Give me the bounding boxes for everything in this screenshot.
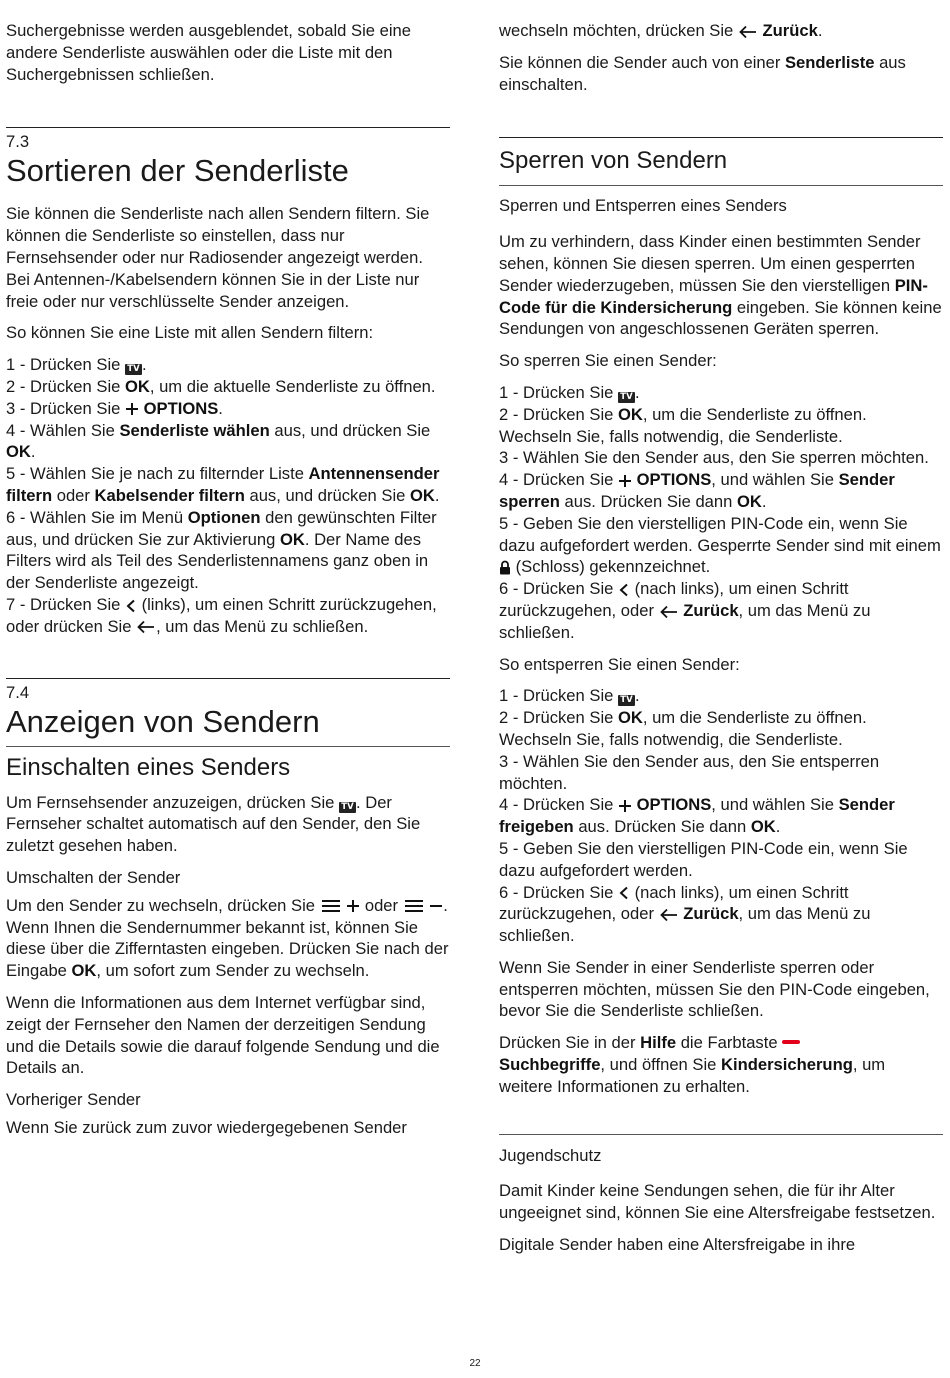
help-note: Drücken Sie in der Hilfe die Farbtaste Suchbegriffe, und öffnen Sie Kindersicherung, um weitere Informationen zu erhalten. (499, 1033, 886, 1096)
switch-channels-text: Um den Sender zu wechseln, drücken Sie oder . Wenn Ihnen die Sendernummer bekannt ist, können Sie diese über die Zifferntasten eingeben. Drücken Sie nach der Eingabe OK, um sofort zum Sender zu wechseln. (6, 895, 449, 981)
plus-icon (125, 402, 139, 416)
chevron-left-icon (618, 886, 630, 900)
arrow-left-icon (659, 908, 679, 922)
arrow-left-icon (136, 620, 156, 634)
step-6: 6 - Wählen Sie im Menü Optionen den gewünschten Filter aus, und drücken Sie zur Aktivierung OK. Der Name des Filters wird als Teil des Senderlistennamens ganz oben in der Senderliste angezeigt. (6, 507, 437, 593)
search-results-note: Suchergebnisse werden ausgeblendet, sobald Sie eine andere Senderliste auswählen oder die Liste mit den Suchergebnissen schließen. (6, 21, 411, 84)
switch-on-text: Um Fernsehsender anzuzeigen, drücken Sie TV . Der Fernseher schaltet automatisch auf den Sender, den Sie zuletzt gesehen haben. (6, 792, 421, 856)
lock-steps (499, 382, 943, 644)
subsection-title-switch-on: Einschalten eines Senders (6, 753, 291, 781)
right-column (499, 0, 943, 1266)
internet-info-text: Wenn die Informationen aus dem Internet verfügbar sind, zeigt der Fernseher den Namen der derzeitigen Sendung und die Details sowie die darauf folgende Sendung und die Details an. (6, 992, 440, 1078)
unlock-steps (499, 685, 943, 947)
section-number: 7.3 (6, 132, 30, 152)
tv-icon: TV (618, 695, 635, 706)
sort-steps (6, 354, 450, 637)
sort-intro: Sie können die Senderliste nach allen Sendern filtern. Sie können die Senderliste so einstellen, dass nur Fernsehsender oder nur Radiosender angezeigt werden. Bei Antennen-/Kabelsendern können Sie in der Liste nur freie oder nur verschlüsselte Sender anzeigen. (6, 204, 430, 311)
previous-channel-cont: wechseln möchten, drücken Sie Zurück. (499, 21, 823, 40)
lock-icon (499, 560, 511, 575)
left-column (6, 0, 450, 1149)
arrow-left-icon (659, 605, 679, 619)
step-4: 4 - Wählen Sie Senderliste wählen aus, und drücken Sie OK. (6, 420, 431, 462)
step-2: 2 - Drücken Sie OK, um die aktuelle Senderliste zu öffnen. (6, 376, 436, 396)
unlock-step-1: 1 - Drücken Sie TV . (499, 686, 640, 706)
unlock-step-5: 5 - Geben Sie den vierstelligen PIN-Code ein, wenn Sie dazu aufgefordert werden. (499, 838, 908, 880)
chevron-left-icon (125, 599, 137, 613)
section-title-view: Anzeigen von Sendern (6, 703, 320, 739)
previous-channel-text: Wenn Sie zurück zum zuvor wiedergegebenen Sender (6, 1117, 407, 1137)
step-5: 5 - Wählen Sie je nach zu filternder Liste Antennensender filtern oder Kabelsender filtern aus, und drücken Sie OK. (6, 464, 440, 505)
red-color-key-icon (782, 1040, 800, 1044)
plus-icon (618, 799, 632, 813)
lock-howto: So sperren Sie einen Sender: (499, 351, 717, 371)
lock-step-6: 6 - Drücken Sie (nach links), um einen Schritt zurückzugehen, oder Zurück, um das Menü zu schließen. (499, 579, 871, 642)
sort-howto: So können Sie eine Liste mit allen Sendern filtern: (6, 323, 374, 343)
tv-icon: TV (339, 802, 356, 813)
unlock-step-2: 2 - Drücken Sie OK, um die Senderliste zu öffnen. Wechseln Sie, falls notwendig, die Senderliste. (499, 708, 867, 749)
lock-step-1: 1 - Drücken Sie TV . (499, 382, 640, 402)
unlock-howto: So entsperren Sie einen Sender: (499, 654, 740, 674)
unlock-step-6: 6 - Drücken Sie (nach links), um einen Schritt zurückzugehen, oder Zurück, um das Menü zu schließen. (499, 882, 871, 946)
parental-rating-cont: Digitale Sender haben eine Altersfreigabe in ihre (499, 1235, 856, 1255)
tv-icon: TV (618, 392, 635, 403)
heading-switch-channels: Umschalten der Sender (6, 867, 181, 887)
arrow-left-icon (738, 25, 758, 39)
minus-icon (429, 899, 443, 913)
plus-icon (618, 474, 632, 488)
lock-step-2: 2 - Drücken Sie OK, um die Senderliste zu öffnen. Wechseln Sie, falls notwendig, die Senderliste. (499, 404, 867, 446)
tv-icon: TV (125, 364, 142, 375)
heading-lock-unlock: Sperren und Entsperren eines Senders (499, 196, 787, 216)
unlock-step-4: 4 - Drücken Sie OPTIONS, und wählen Sie Sender freigeben aus. Drücken Sie dann OK. (499, 795, 895, 837)
chevron-left-icon (618, 583, 630, 597)
heading-previous-channel: Vorheriger Sender (6, 1090, 141, 1110)
unlock-step-3: 3 - Wählen Sie den Sender aus, den Sie entsperren möchten. (499, 751, 880, 793)
heading-parental-rating: Jugendschutz (499, 1145, 602, 1165)
step-1: 1 - Drücken Sie TV . (6, 355, 147, 375)
page-number: 22 (469, 1358, 481, 1369)
lock-step-3: 3 - Wählen Sie den Sender aus, den Sie sperren möchten. (499, 448, 929, 468)
lock-intro: Um zu verhindern, dass Kinder einen bestimmten Sender sehen, können Sie diesen sperren. Um einen gesperrten Sender wiederzugeben, müssen Sie den vierstelligen PIN-Code für die Kindersicherung eingeben. Sie können keine Sendungen von angeschlossenen Geräten sperren. (499, 232, 942, 339)
channel-list-note: Sie können die Sender auch von einer Senderliste aus einschalten. (499, 52, 906, 94)
plus-icon (346, 899, 360, 913)
lock-step-4: 4 - Drücken Sie OPTIONS, und wählen Sie Sender sperren aus. Drücken Sie dann OK. (499, 470, 895, 511)
list-icon (403, 899, 425, 913)
step-7: 7 - Drücken Sie (links), um einen Schritt zurückzugehen, oder drücken Sie , um das Menü zu schließen. (6, 594, 437, 636)
section-number: 7.4 (6, 682, 30, 702)
lock-step-5: 5 - Geben Sie den vierstelligen PIN-Code ein, wenn Sie dazu aufgefordert werden. Gesperrte Sender sind mit einem (Schloss) gekennzeichnet. (499, 513, 941, 577)
parental-rating-text: Damit Kinder keine Sendungen sehen, die für ihr Alter ungeeignet sind, können Sie eine Altersfreigabe festsetzen. (499, 1181, 936, 1223)
subsection-title-lock: Sperren von Sendern (499, 147, 728, 175)
step-3: 3 - Drücken Sie OPTIONS. (6, 398, 223, 418)
section-title-sort: Sortieren der Senderliste (6, 153, 349, 189)
pin-note: Wenn Sie Sender in einer Senderliste sperren oder entsperren möchten, müssen Sie den PIN-Code eingeben, bevor Sie die Senderliste schließen. (499, 957, 930, 1021)
list-icon (320, 899, 342, 913)
